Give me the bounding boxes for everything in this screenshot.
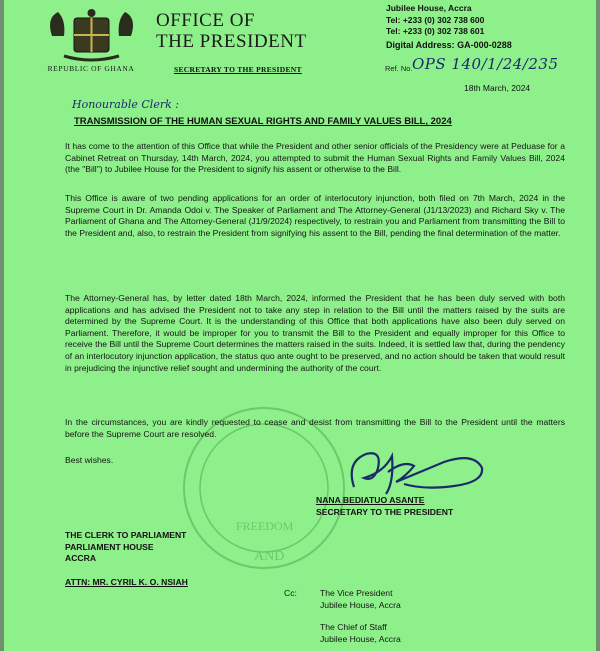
cc-entry: The Chief of Staff Jubilee House, Accra xyxy=(320,622,401,644)
signatory xyxy=(316,495,453,518)
seal-text-and: AND xyxy=(254,549,285,564)
office-title: OFFICE OF THE PRESIDENT xyxy=(156,10,307,52)
contact-tel-2: Tel: +233 (0) 302 738 601 xyxy=(386,26,485,36)
cc-label: Cc: xyxy=(284,588,297,598)
letter-page xyxy=(4,0,596,651)
ref-label: Ref. No. xyxy=(385,64,413,73)
attention-line: ATTN: MR. CYRIL K. O. NSIAH xyxy=(65,577,188,587)
recipient-address: THE CLERK TO PARLIAMENT PARLIAMENT HOUSE ACCRA xyxy=(65,530,187,564)
cc-entry: The Vice President Jubilee House, Accra xyxy=(320,588,401,610)
coat-of-arms-icon xyxy=(44,6,139,64)
signatory-title: SECRETARY TO THE PRESIDENT xyxy=(316,506,454,517)
ref-number: OPS 140/1/24/235 xyxy=(412,55,559,73)
country-name: REPUBLIC OF GHANA xyxy=(47,64,135,73)
paragraph-3: The Attorney-General has, by letter dated 18th March, 2024, informed the President that he has been duly served with both applications and has advised the President not to take any step in relation to the Bill until the matters raised by the suits are determined by the Supreme Court. It is the understanding of this Office that both applications have also been duly served on Parliament. Therefore, it would be improper for you to transmit the Bill to the President and equally improper for this Office to receive the Bill until the Supreme Court determines the matters raised in the suits. Indeed, it is settled law that, during the pendency of an interlocutory injunction application, the status quo ante ought to be preserved, and no action should be taken that would result in prejudicing the injunctive relief sought and undermining the authority of the court. xyxy=(65,293,565,373)
secretary-heading: SECRETARY TO THE PRESIDENT xyxy=(174,65,302,74)
closing: Best wishes. xyxy=(65,455,114,465)
signatory-name: NANA BEDIATUO ASANTE xyxy=(316,495,425,505)
salutation: Honourable Clerk : xyxy=(72,98,179,111)
paragraph-1: It has come to the attention of this Office that while the President and other senior officials of the Presidency were at Peduase for a Cabinet Retreat on Thursday, 14th March, 2024, you attempted to submit the Human Sexual Rights and Family Values Bill, 2024 (the "Bill") to Jubilee House for the President to signify his assent or otherwise to the Bill. xyxy=(65,141,565,175)
contact-block xyxy=(386,3,512,51)
paragraph-2: This Office is aware of two pending applications for an order of interlocutory injunction, both filed on 7th March, 2024 in the Supreme Court in Dr. Amanda Odoi v. The Speaker of Parliament and The Attorney-General (J1/13/2023) and Richard Sky v. The Parliament of Ghana and The Attorney-General (J1/9/2024) respectively, to restrain you and Parliament from transmitting the Bill to the President and, also, to restrain the President from signifying his assent to the Bill, pending the final determination of the matter. xyxy=(65,193,565,238)
digital-address: Digital Address: GA-000-0288 xyxy=(386,39,512,50)
seal-text-freedom: FREEDOM xyxy=(236,519,294,533)
letter-title: TRANSMISSION OF THE HUMAN SEXUAL RIGHTS AND FAMILY VALUES BILL, 2024 xyxy=(74,116,452,127)
paragraph-4: In the circumstances, you are kindly requested to cease and desist from transmitting the Bill to the President until the matters before the Supreme Court are resolved. xyxy=(65,417,565,439)
contact-tel-1: Tel: +233 (0) 302 738 600 xyxy=(386,14,485,25)
letter-date: 18th March, 2024 xyxy=(464,83,531,93)
contact-address: Jubilee House, Accra xyxy=(386,3,472,13)
